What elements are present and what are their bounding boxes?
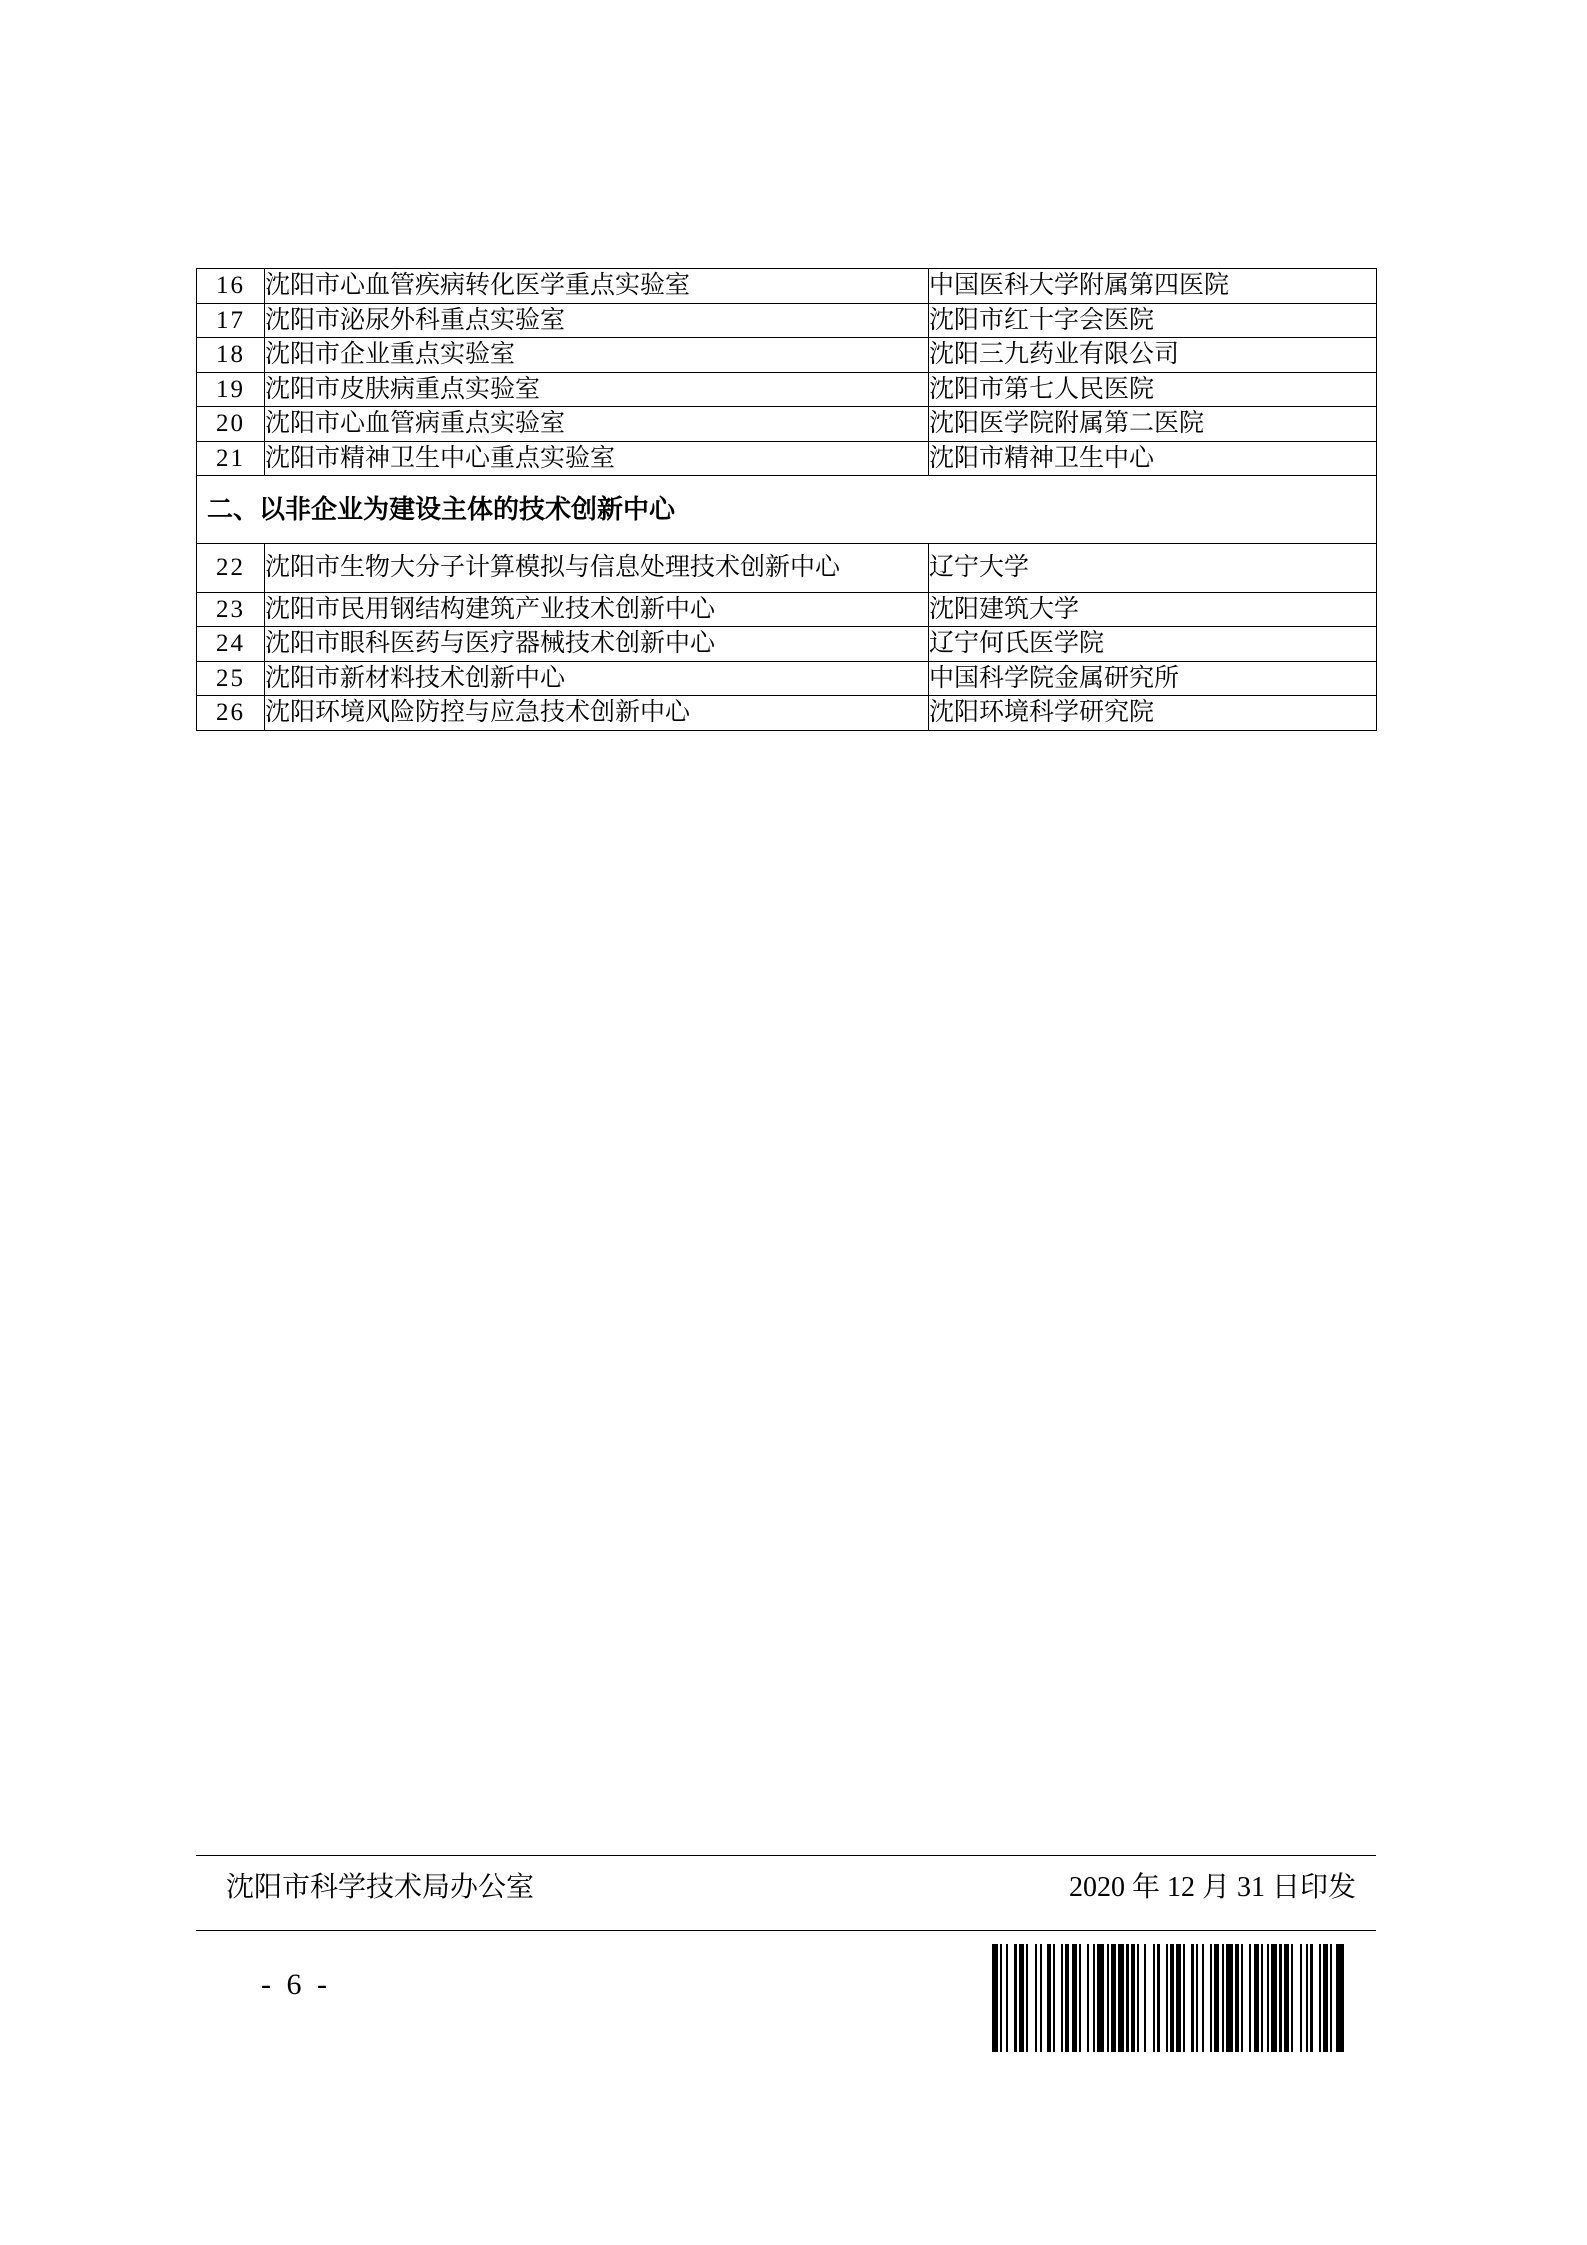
table-row xyxy=(197,592,1377,627)
section-title: 二、以非企业为建设主体的技术创新中心 xyxy=(197,476,1377,544)
row-number: 18 xyxy=(197,338,265,373)
table-row xyxy=(197,543,1377,592)
row-number: 24 xyxy=(197,627,265,662)
table-row xyxy=(197,627,1377,662)
table-section-row xyxy=(197,476,1377,544)
footer-print-date: 2020 年 12 月 31 日印发 xyxy=(1068,1872,1356,1903)
row-number: 25 xyxy=(197,661,265,696)
row-number: 26 xyxy=(197,696,265,731)
row-name: 沈阳市企业重点实验室 xyxy=(265,338,929,373)
row-number: 21 xyxy=(197,441,265,476)
table-row xyxy=(197,303,1377,338)
row-number: 19 xyxy=(197,372,265,407)
footer-office: 沈阳市科学技术局办公室 xyxy=(226,1872,535,1903)
row-name: 沈阳市生物大分子计算模拟与信息处理技术创新中心 xyxy=(265,543,929,592)
row-name: 沈阳市泌尿外科重点实验室 xyxy=(265,303,929,338)
row-number: 20 xyxy=(197,407,265,442)
row-organization: 沈阳市精神卫生中心 xyxy=(929,441,1377,476)
row-number: 17 xyxy=(197,303,265,338)
footer xyxy=(196,1865,1376,1905)
row-name: 沈阳环境风险防控与应急技术创新中心 xyxy=(265,696,929,731)
table-row xyxy=(197,696,1377,731)
row-name: 沈阳市民用钢结构建筑产业技术创新中心 xyxy=(265,592,929,627)
row-name: 沈阳市皮肤病重点实验室 xyxy=(265,372,929,407)
row-organization: 中国科学院金属研究所 xyxy=(929,661,1377,696)
row-organization: 沈阳医学院附属第二医院 xyxy=(929,407,1377,442)
footer-divider-top xyxy=(196,1855,1376,1856)
table-row xyxy=(197,441,1377,476)
table-row xyxy=(197,269,1377,304)
row-name: 沈阳市心血管疾病转化医学重点实验室 xyxy=(265,269,929,304)
page-number: - 6 - xyxy=(261,1968,331,2001)
row-organization: 辽宁大学 xyxy=(929,543,1377,592)
barcode xyxy=(992,1944,1376,2052)
row-organization: 沈阳环境科学研究院 xyxy=(929,696,1377,731)
row-organization: 沈阳三九药业有限公司 xyxy=(929,338,1377,373)
table-row xyxy=(197,372,1377,407)
row-organization: 沈阳市第七人民医院 xyxy=(929,372,1377,407)
row-name: 沈阳市精神卫生中心重点实验室 xyxy=(265,441,929,476)
row-organization: 沈阳市红十字会医院 xyxy=(929,303,1377,338)
row-organization: 中国医科大学附属第四医院 xyxy=(929,269,1377,304)
footer-divider-bottom xyxy=(196,1930,1376,1931)
table-row xyxy=(197,661,1377,696)
platform-list-table xyxy=(196,268,1377,731)
row-organization: 沈阳建筑大学 xyxy=(929,592,1377,627)
row-name: 沈阳市眼科医药与医疗器械技术创新中心 xyxy=(265,627,929,662)
row-name: 沈阳市心血管病重点实验室 xyxy=(265,407,929,442)
table-row xyxy=(197,338,1377,373)
row-name: 沈阳市新材料技术创新中心 xyxy=(265,661,929,696)
table-row xyxy=(197,407,1377,442)
row-organization: 辽宁何氏医学院 xyxy=(929,627,1377,662)
row-number: 23 xyxy=(197,592,265,627)
row-number: 22 xyxy=(197,543,265,592)
row-number: 16 xyxy=(197,269,265,304)
